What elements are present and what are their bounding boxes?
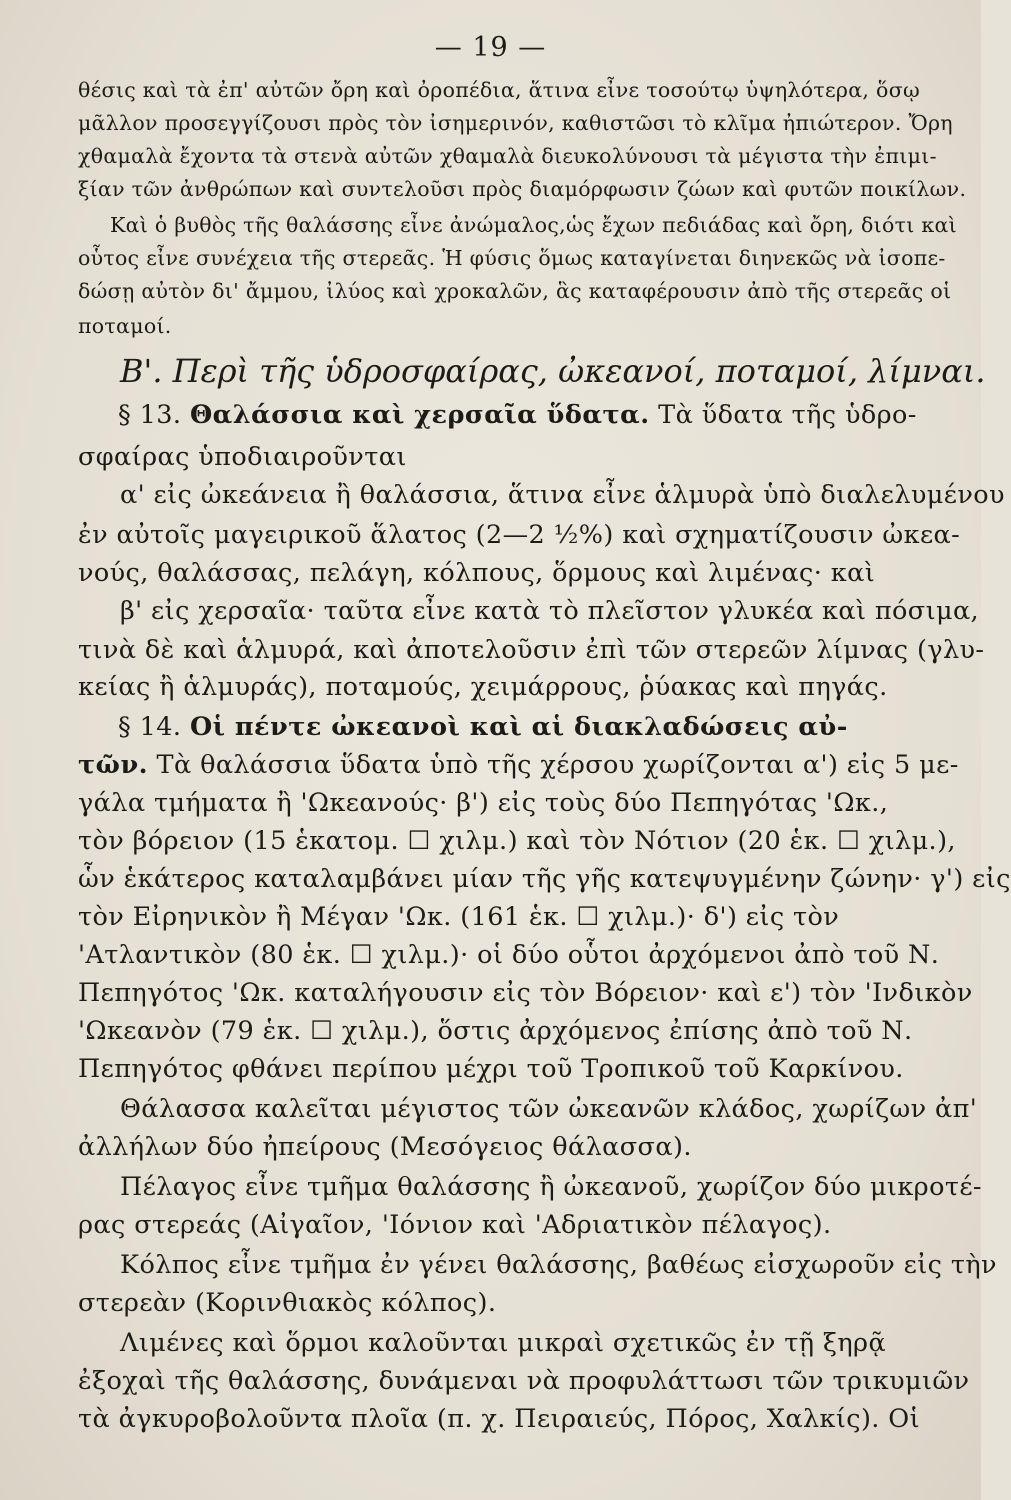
body-line: ρας στερεάς (Αἰγαῖον, 'Ιόνιον καὶ 'Αδριατικὸν πέλαγος). xyxy=(78,1210,832,1240)
body-line: σφαίρας ὑποδιαιροῦνται xyxy=(78,442,407,472)
paragraph-line: δώσῃ αὐτὸν δι' ἄμμου, ἰλύος καὶ χροκαλῶν, ἃς καταφέρουσιν ἀπὸ τῆς στερεᾶς οἱ xyxy=(78,279,952,303)
paragraph-line: χθαμαλὰ ἔχοντα τὰ στενὰ αὐτῶν χθαμαλὰ διευκολύνουσι τὰ μέγιστα τὴν ἐπιμι- xyxy=(78,144,937,168)
section-13-first-line xyxy=(118,400,917,430)
body-line: γάλα τμήματα ἢ 'Ωκεανούς· β') εἰς τοὺς δύο Πεπηγότας 'Ωκ., xyxy=(78,788,889,818)
section-14-second-line xyxy=(78,750,959,780)
section-14-first-line xyxy=(118,712,908,742)
body-line: Κόλπος εἶνε τμῆμα ἐν γένει θαλάσσης, βαθέως εἰσχωροῦν εἰς τὴν xyxy=(120,1250,997,1280)
body-line: τὸν βόρειον (15 ἑκατομ. ☐ χιλμ.) καὶ τὸν Νότιον (20 ἑκ. ☐ χιλμ.), xyxy=(78,826,956,856)
body-line: Πέλαγος εἶνε τμῆμα θαλάσσης ἢ ὠκεανοῦ, χωρίζον δύο μικροτέ- xyxy=(120,1172,982,1202)
body-line: νούς, θαλάσσας, πελάγη, κόλπους, ὅρμους καὶ λιμένας· καὶ xyxy=(78,558,876,588)
paragraph-line: ξίαν τῶν ἀνθρώπων καὶ συντελοῦσι πρὸς διαμόρφωσιν ζώων καὶ φυτῶν ποικίλων. xyxy=(78,177,967,201)
body-line: ἐξοχαὶ τῆς θαλάσσης, δυνάμεναι νὰ προφυλάττωσι τῶν τρικυμιῶν xyxy=(78,1366,970,1396)
body-line: Πεπηγότος φθάνει περίπου μέχρι τοῦ Τροπικοῦ τοῦ Καρκίνου. xyxy=(78,1054,904,1084)
body-line: Λιμένες καὶ ὅρμοι καλοῦνται μικραὶ σχετικῶς ἐν τῇ ξηρᾷ xyxy=(120,1328,887,1358)
section-14-text: Τὰ θαλάσσια ὕδατα ὑπὸ τῆς χέρσου χωρίζονται α') εἰς 5 με- xyxy=(156,750,959,780)
body-line: τινὰ δὲ καὶ ἁλμυρά, καὶ ἀποτελοῦσιν ἐπὶ τῶν στερεῶν λίμνας (γλυ- xyxy=(78,635,985,665)
section-14-title-cont: τῶν. xyxy=(78,750,149,780)
body-line: ὧν ἑκάτερος καταλαμβάνει μίαν τῆς γῆς κατεψυγμένην ζώνην· γ') εἰς xyxy=(78,864,1011,894)
body-line: τὰ ἀγκυροβολοῦντα πλοῖα (π. χ. Πειραιεύς, Πόρος, Χαλκίς). Οἱ xyxy=(78,1404,921,1434)
section-13-text: Τὰ ὕδατα τῆς ὑδρο- xyxy=(658,400,917,430)
paragraph-line: ποταμοί. xyxy=(78,314,172,338)
paragraph-line: μᾶλλον προσεγγίζουσι πρὸς τὸν ἰσημερινόν, καθιστῶσι τὸ κλῖμα ἠπιώτερον. Ὄρη xyxy=(78,111,953,135)
body-line: στερεὰν (Κορινθιακὸς κόλπος). xyxy=(78,1288,497,1318)
body-line: τὸν Εἰρηνικὸν ἢ Μέγαν 'Ωκ. (161 ἑκ. ☐ χιλμ.)· δ') εἰς τὸν xyxy=(78,902,840,932)
section-13-title: Θαλάσσια καὶ χερσαῖα ὕδατα. xyxy=(189,400,650,430)
body-line: ἀλλήλων δύο ἠπείρους (Μεσόγειος θάλασσα). xyxy=(78,1132,692,1162)
body-line: κείας ἢ ἁλμυράς), ποταμούς, χειμάρρους, ῥύακας καὶ πηγάς. xyxy=(78,672,888,702)
paragraph-line: οὗτος εἶνε συνέχεια τῆς στερεᾶς. Ἡ φύσις ὅμως καταγίνεται διηνεκῶς νὰ ἰσοπε- xyxy=(78,246,946,270)
body-line: α' εἰς ὠκεάνεια ἢ θαλάσσια, ἅτινα εἶνε ἁλμυρὰ ὑπὸ διαλελυμένου xyxy=(120,480,1005,510)
section-14-title: Οἱ πέντε ὠκεανοὶ καὶ αἱ διακλαδώσεις αὐ- xyxy=(189,712,848,742)
body-line: Πεπηγότος 'Ωκ. καταλήγουσιν εἰς τὸν Βόρειον· καὶ ε') τὸν 'Ινδικὸν xyxy=(78,978,973,1008)
body-line: 'Ωκεανὸν (79 ἑκ. ☐ χιλμ.), ὅστις ἀρχόμενος ἐπίσης ἀπὸ τοῦ Ν. xyxy=(78,1016,913,1046)
paragraph-line: θέσις καὶ τὰ ἐπ' αὐτῶν ὄρη καὶ ὀροπέδια, ἅτινα εἶνε τοσούτῳ ὑψηλότερα, ὅσῳ xyxy=(78,78,921,102)
body-line: β' εἰς χερσαῖα· ταῦτα εἶνε κατὰ τὸ πλεῖστον γλυκέα καὶ πόσιμα, xyxy=(120,596,980,626)
body-line: 'Ατλαντικὸν (80 ἑκ. ☐ χιλμ.)· οἱ δύο οὗτοι ἀρχόμενοι ἀπὸ τοῦ Ν. xyxy=(78,940,940,970)
section-13-number: § 13. xyxy=(118,400,182,430)
section-14-number: § 14. xyxy=(118,712,182,742)
body-line: Θάλασσα καλεῖται μέγιστος τῶν ὠκεανῶν κλάδος, χωρίζων ἀπ' xyxy=(120,1094,978,1124)
body-line: ἐν αὐτοῖς μαγειρικοῦ ἅλατος (2—2 ½%) καὶ σχηματίζουσιν ὠκεα- xyxy=(78,520,961,550)
paragraph-line: Καὶ ὁ βυθὸς τῆς θαλάσσης εἶνε ἀνώμαλος,ὡς ἔχων πεδιάδας καὶ ὄρη, διότι καὶ xyxy=(110,213,958,237)
page-number: — 19 — xyxy=(434,32,547,63)
chapter-heading: Β'. Περὶ τῆς ὑδροσφαίρας, ὠκεανοί, ποταμοί, λίμναι. xyxy=(120,352,986,390)
